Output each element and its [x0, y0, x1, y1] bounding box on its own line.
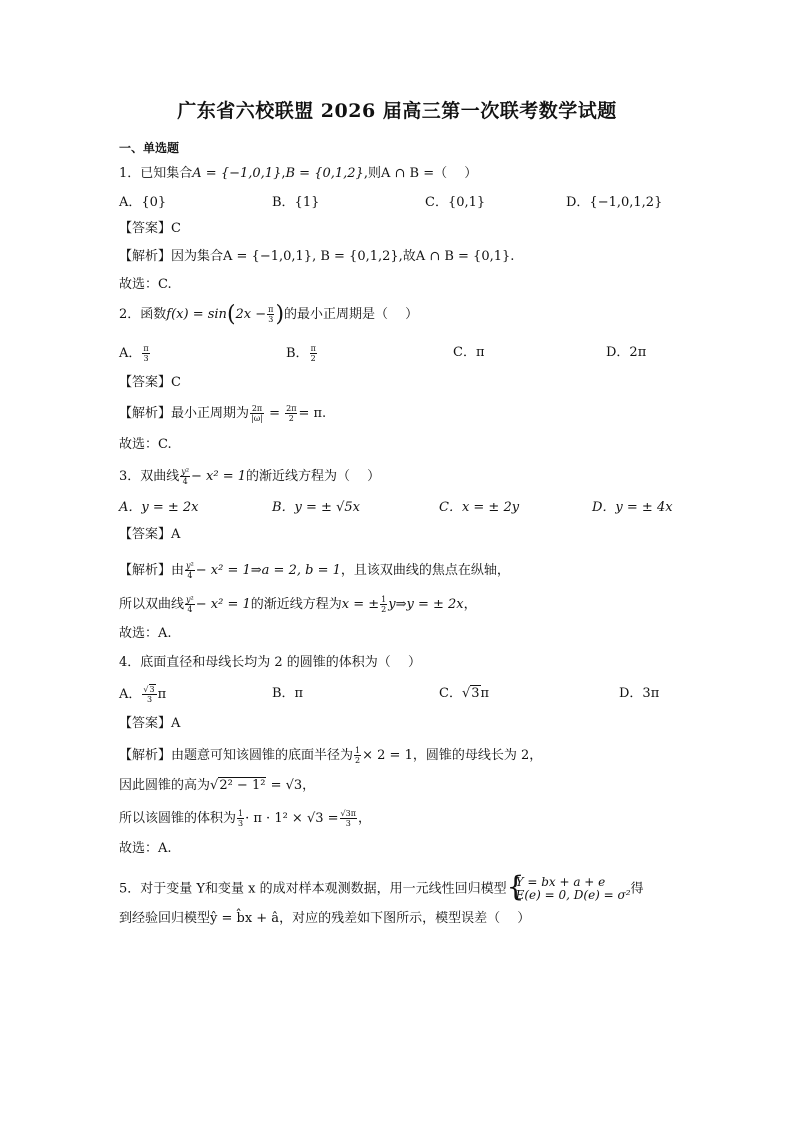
q3-option-a: A．y = ± 2x	[119, 500, 199, 515]
q3-answer: 【答案】A	[119, 527, 181, 542]
question-4-stem: 4．底面直径和母线长均为 2 的圆锥的体积为（ ）	[119, 655, 421, 670]
q4-analysis-line-2: 因此圆锥的高为√2² − 1² = √3，	[119, 778, 316, 793]
q4-analysis-line-1: 【解析】由题意可知该圆锥的底面半径为 $\frac{1}{2}$ × 2 = 1，圆锥的母线长为 2，	[119, 746, 543, 765]
q1-analysis: 【解析】因为集合A = {−1,0,1}, B = {0,1,2},故A ∩ B = {0,1}.	[119, 249, 515, 264]
question-5-line-1: 5．对于变量 Y和变量 x 的成对样本观测数据，用一元线性回归模型 { Y = bx + a + e E(e) = 0, D(e) = σ² 得	[119, 870, 644, 903]
q1-option-c: C．{0,1}	[425, 195, 486, 210]
section-heading: 一、单选题	[119, 141, 180, 155]
q2-option-b: B． $\frac{\pi}{2}$	[286, 344, 316, 363]
q4-choice: 故选：A.	[119, 841, 172, 856]
q1-option-d: D．{−1,0,1,2}	[566, 195, 663, 210]
q4-answer: 【答案】A	[119, 716, 181, 731]
question-2-stem: 2．函数f(x) = sin(2x − $\frac{\pi}{3}$ )的最小正周期是（ ）	[119, 302, 419, 327]
question-3-stem: 3．双曲线 $\frac{\text{y²}}{4}$ − x² = 1的渐近线方程为（ ）	[119, 467, 381, 486]
q3-option-d: D．y = ± 4x	[592, 500, 673, 515]
fraction-pi-over-3: $\frac{\pi}{3}$	[268, 305, 274, 324]
page-title: 广东省六校联盟 2026 届高三第一次联考数学试题	[177, 100, 617, 122]
q1-option-a: A．{0}	[119, 195, 167, 210]
q2-option-c: C．π	[453, 345, 485, 360]
q4-option-d: D．3π	[619, 686, 660, 701]
q4-option-c: C．√3π	[439, 686, 490, 701]
question-5-line-2: 到经验回归模型ŷ = b̂x + â，对应的残差如下图所示，模型误差（ ）	[119, 911, 531, 926]
q1-answer: 【答案】C	[119, 221, 181, 236]
q3-analysis-line-2: 所以双曲线 $\frac{\text{y²}}{4}$ − x² = 1的渐近线方程为x = ± $\frac{1}{2}$ y⇒y = ± 2x，	[119, 595, 477, 614]
q4-analysis-line-3: 所以该圆锥的体积为 $\frac{1}{3}$ · π · 1² × √3 = $\frac{√3\pi}{3}$ ，	[119, 809, 372, 828]
regression-model-system: { Y = bx + a + e E(e) = 0, D(e) = σ²	[506, 870, 631, 903]
q2-choice: 故选：C.	[119, 437, 172, 452]
q2-option-a: A． $\frac{\pi}{3}$	[119, 344, 149, 363]
q2-option-d: D．2π	[606, 345, 647, 360]
q3-analysis-line-1: 【解析】由 $\frac{\text{y²}}{4}$ − x² = 1⇒a = 2, b = 1，且该双曲线的焦点在纵轴，	[119, 561, 510, 580]
q1-option-b: B．{1}	[272, 195, 320, 210]
q4-option-b: B．π	[272, 686, 304, 701]
q4-option-a: A． $\frac{√3}{3}$ π	[119, 685, 167, 704]
q2-analysis: 【解析】最小正周期为 $\frac{2\pi}{|\omega|}$ = $\frac{2\pi}{2}$ = π.	[119, 404, 327, 423]
question-1-stem: 1．已知集合A = {−1,0,1},B = {0,1,2},则A ∩ B =（ ）	[119, 166, 478, 181]
q1-choice: 故选：C.	[119, 277, 172, 292]
q3-choice: 故选：A.	[119, 626, 172, 641]
q3-option-b: B．y = ± √5x	[272, 500, 360, 515]
q2-answer: 【答案】C	[119, 375, 181, 390]
q3-option-c: C．x = ± 2y	[439, 500, 520, 515]
